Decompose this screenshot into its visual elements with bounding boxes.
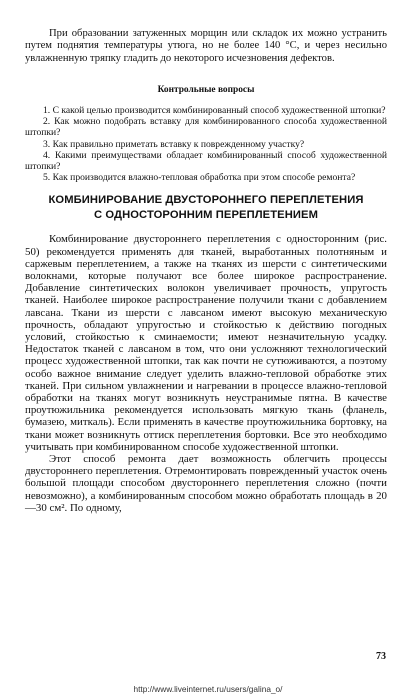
question-item: 4. Какими преимуществами обладает комбинированный способ художественной штопки? (25, 149, 387, 172)
question-item: 1. С какой целью производится комбинированный способ художественной штопки? (43, 104, 386, 116)
question-item: 3. Как правильно приметать вставку к поврежденному участку? (43, 138, 305, 150)
body-paragraph: Комбинирование двустороннего переплетения с односторонним (рис. 50) рекомендуется применять для тканей, выработанных полотняным и саржевым переплетением, а также на тканях из шерсти с синтетическими волокнами, которые получают все более широкое распространение. Добавление синтетических волокон увеличивает прочность, упругость тканей. Наиболее широкое распространение получили ткани с добавлением лавсана. Ткани из шерсти с лавсаном имеют высокую механическую прочность, обладают упругостью и стойкостью к действию погодных условий, стойкостью к сминаемости; имеют незначительную усадку. Недостаток тканей с лавсаном в том, что они усложняют технологический процесс художественной штопки, так как почти не сутюживаются, а поэтому особо важное внимание следует уделить влажно-тепловой обработке этих тканей. При сильном увлажнении и нагревании в процессе влажно-тепловой обработки на тканях могут возникнуть неустранимые пятна. В качестве проутюжильника рекомендуется использовать мягкую ткань (фланель, бумазею, миткаль). Если применять в качестве проутюжильника бортовку, на ткани может возникнуть оттиск переплетения бортовки. Все это необходимо учитывать при комбинированном способе художественной штопки. (25, 233, 387, 453)
question-item: 2. Как можно подобрать вставку для комбинированного способа художественной штопки? (25, 116, 387, 139)
section-heading-line: С ОДНОСТОРОННИМ ПЕРЕПЛЕТЕНИЕМ (93, 209, 319, 222)
page-number: 73 (376, 651, 386, 662)
section-heading (25, 193, 387, 223)
intro-paragraph: При образовании затуженных морщин или складок их можно устранить путем поднятия температуры утюга, но не более 140 °С, и через несильно увлажненную тряпку гладить до некоторого исчезновения дефектов. (25, 28, 387, 64)
section-body (25, 233, 387, 514)
questions-heading: Контрольные вопросы (157, 84, 255, 95)
page-content (25, 28, 387, 514)
body-paragraph: Этот способ ремонта дает возможность облегчить процессы двустороннего переплетения. Отремонтировать поврежденный участок очень большой площади способом двустороннего переплетения сложно (почти невозможно), а комбинированным способом можно обработать площадь в 20—30 см². По одному, (25, 452, 387, 514)
section-heading-line: КОМБИНИРОВАНИЕ ДВУСТОРОННЕГО ПЕРЕПЛЕТЕНИЯ (48, 194, 364, 207)
watermark-url: http://www.liveinternet.ru/users/galina_o/ (133, 684, 283, 694)
question-item: 5. Как производится влажно-тепловая обработка при этом способе ремонта? (43, 172, 356, 184)
questions-list (25, 105, 387, 183)
